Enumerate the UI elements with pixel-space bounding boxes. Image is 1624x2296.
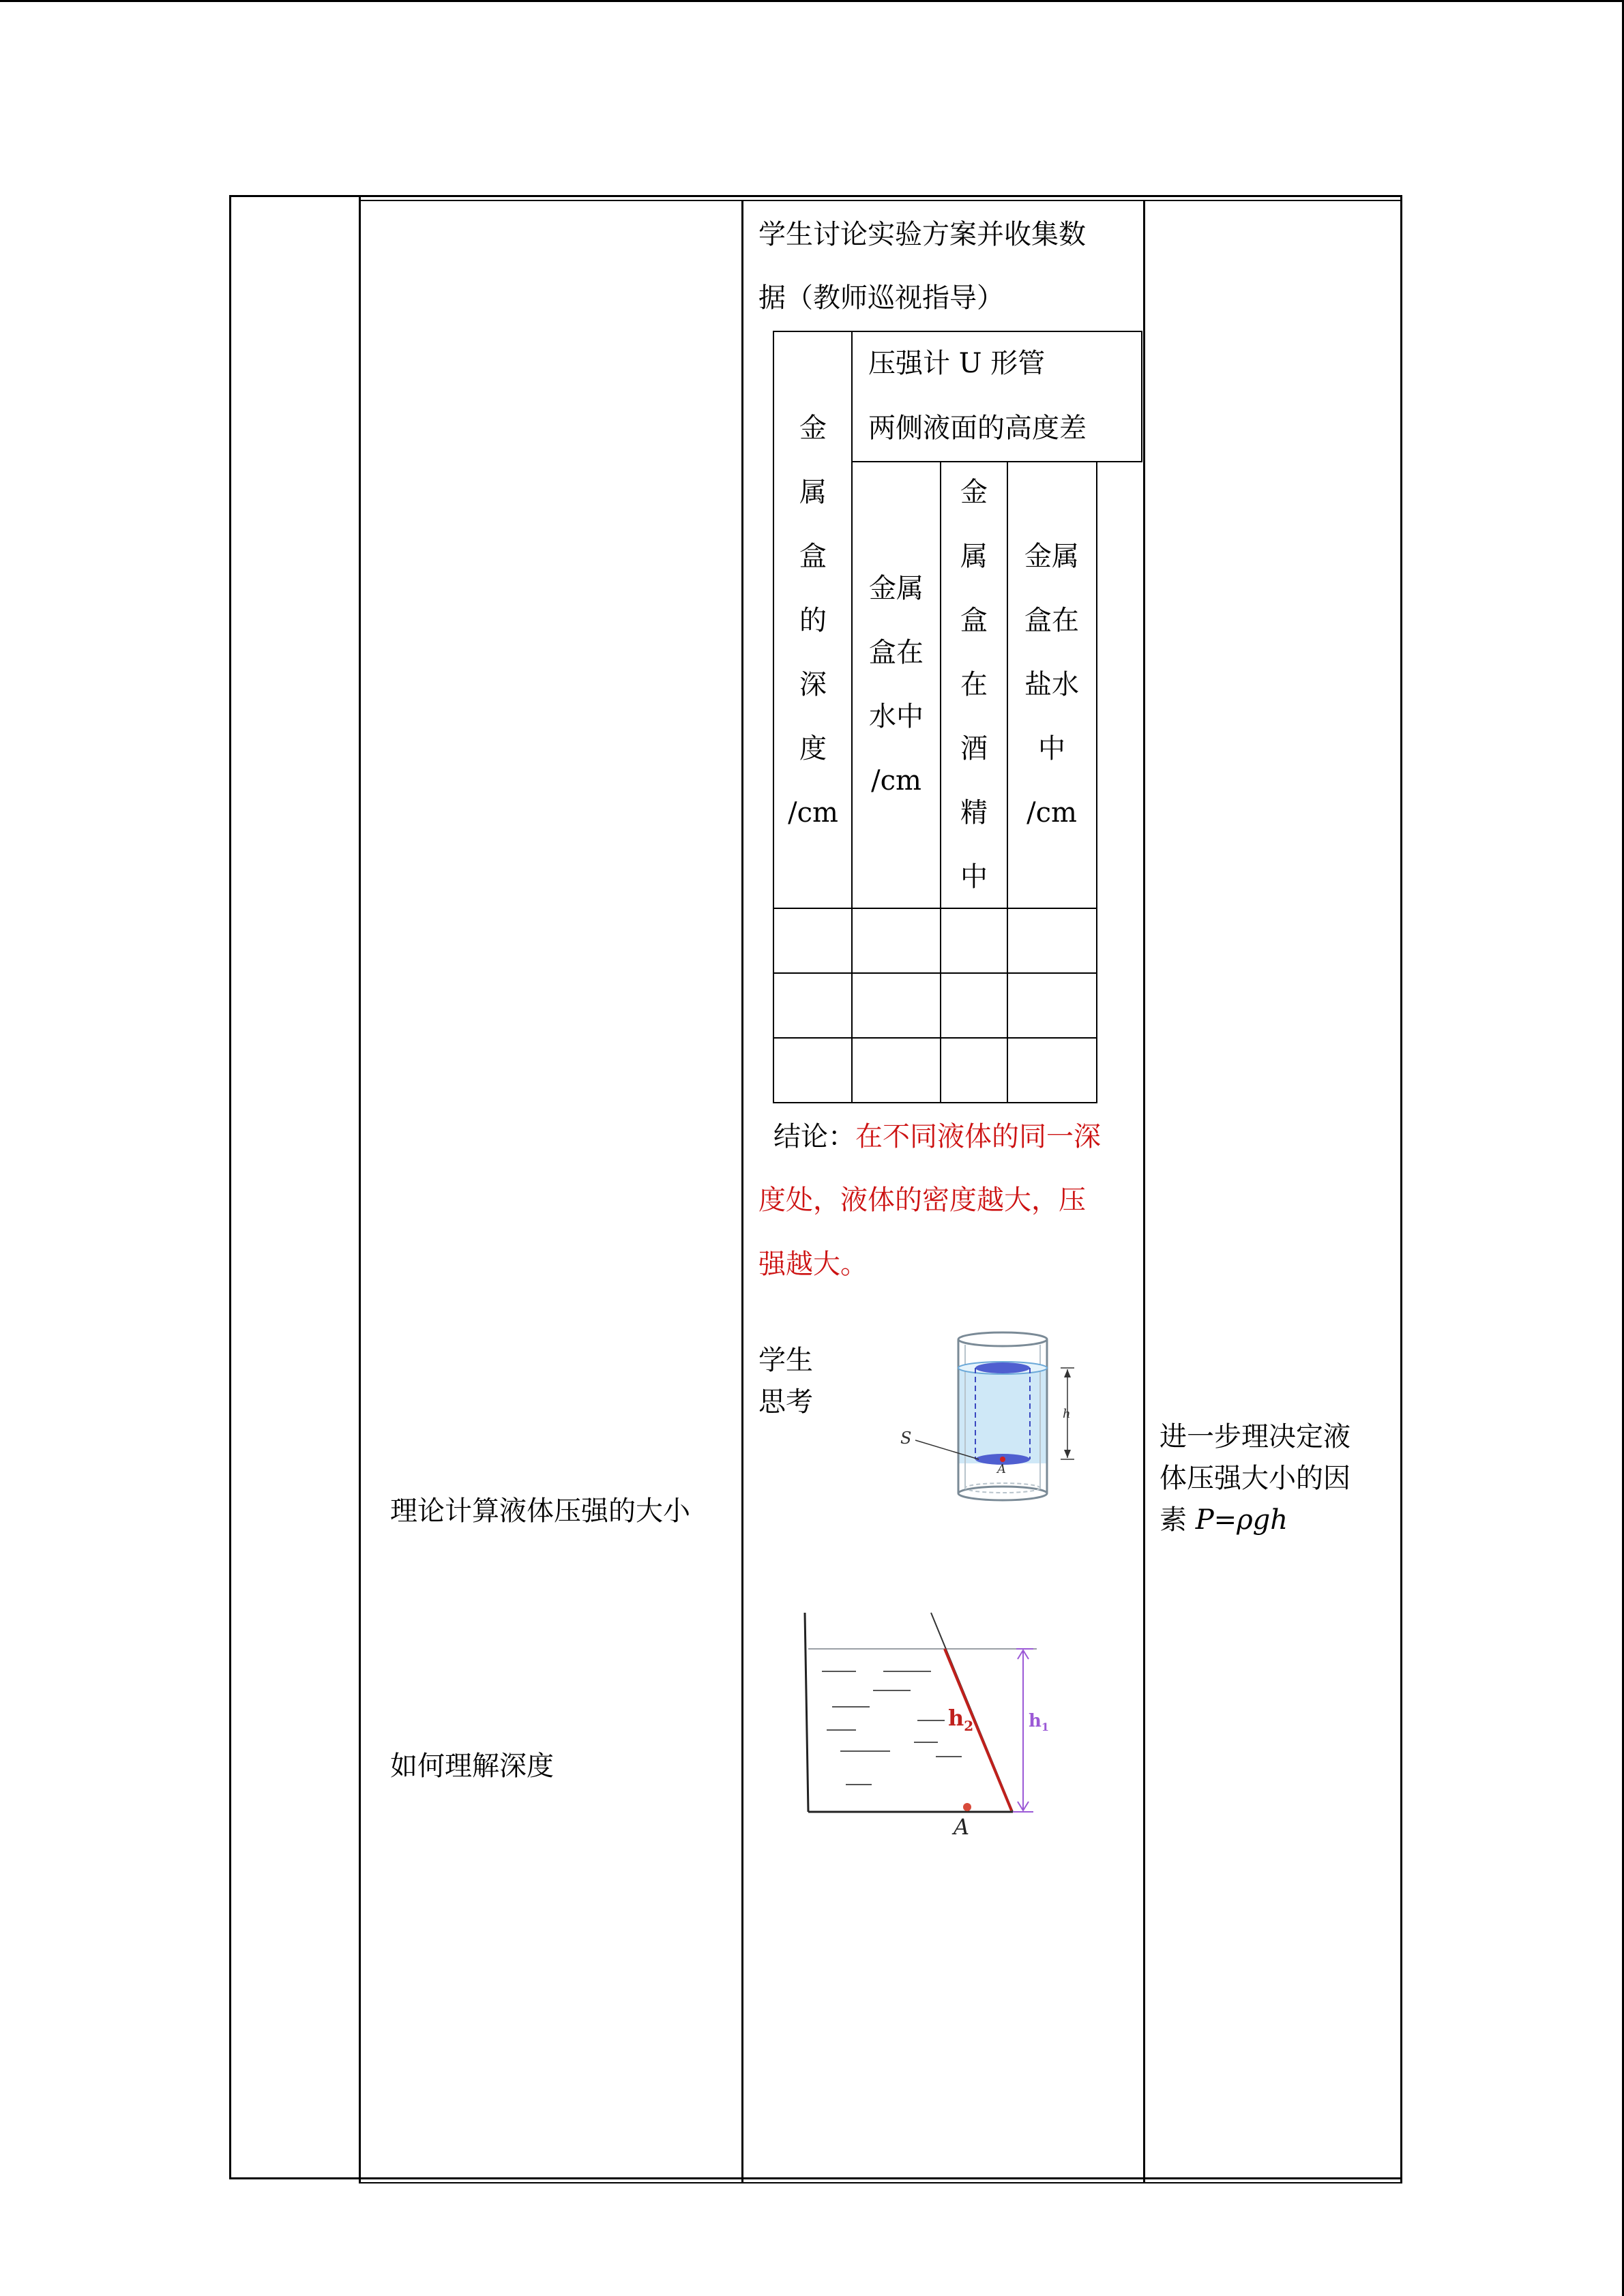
- dt-salt-line: 中: [1038, 733, 1065, 764]
- dt-alcohol-char: 在: [960, 669, 988, 700]
- dt-col-divider-1: [851, 331, 853, 1103]
- right-line-3-prefix: 素: [1160, 1504, 1196, 1536]
- left-item-theory: 理论计算液体压强的大小: [390, 1495, 690, 1527]
- label-h2-main: h: [948, 1705, 964, 1731]
- col-divider-2: [741, 200, 743, 2183]
- label-h1: [1029, 1711, 1049, 1733]
- dt-water-line: 盒在: [869, 637, 924, 668]
- point-a-dot: [963, 1803, 971, 1811]
- label-s: S: [900, 1429, 912, 1448]
- dt-col-header-water: [855, 575, 938, 831]
- right-line-3: [1160, 1506, 1288, 1534]
- dt-depth-char: /cm: [788, 797, 838, 829]
- cylinder-top-rim: [958, 1332, 1047, 1346]
- container-left-wall: [805, 1613, 808, 1812]
- dt-depth-char: 深: [799, 669, 827, 700]
- intro-line-2: 据（教师巡视指导）: [758, 282, 1004, 314]
- dt-depth-char: 属: [799, 477, 827, 508]
- table-bottom-border-inner: [359, 2182, 1402, 2183]
- col-divider-4: [1400, 195, 1402, 2183]
- dt-row-divider-1: [773, 972, 1097, 974]
- dt-col-divider-3: [1007, 461, 1008, 1103]
- dt-top-border: [773, 331, 1142, 332]
- col-divider-1: [359, 195, 361, 2183]
- conclusion-label: 结论：: [773, 1121, 855, 1152]
- h-arrow-head-top: [1064, 1369, 1071, 1377]
- conclusion-line-2: 度处，液体的密度越大，压: [758, 1184, 1086, 1216]
- dt-water-line: 金属: [869, 573, 924, 604]
- dt-salt-line: /cm: [1027, 797, 1077, 829]
- dt-group-header-bottom: [851, 461, 1142, 462]
- dt-bottom-border: [773, 1102, 1097, 1103]
- depth-figure: [791, 1606, 1064, 1851]
- cylinder-bottom-rim: [958, 1487, 1047, 1500]
- label-h1-subscript: 1: [1041, 1720, 1050, 1733]
- pressure-formula: P=ρgh: [1195, 1504, 1288, 1536]
- table-top-border-inner: [359, 200, 1402, 201]
- dt-water-line: 水中: [869, 701, 924, 732]
- conclusion-text-1: 在不同液体的同一深: [855, 1121, 1101, 1152]
- dt-alcohol-char: 酒: [960, 733, 988, 764]
- table-bottom-border: [229, 2177, 1402, 2179]
- point-a-dot: [1000, 1457, 1005, 1462]
- label-h2-subscript: 2: [964, 1718, 974, 1734]
- top-disc: [975, 1362, 1030, 1373]
- conclusion-line-1: [773, 1123, 1101, 1150]
- dt-alcohol-char: 金: [960, 477, 988, 508]
- dt-left-border: [773, 331, 774, 1103]
- dt-group-header-line-2: 两侧液面的高度差: [868, 413, 1087, 444]
- label-h: h: [1063, 1407, 1071, 1421]
- intro-line-1: 学生讨论实验方案并收集数: [758, 219, 1086, 250]
- label-a: A: [997, 1462, 1006, 1476]
- dt-alcohol-char: 精: [960, 797, 988, 829]
- dt-header-bottom: [773, 908, 1097, 909]
- dt-col-header-depth: [778, 415, 848, 863]
- dt-alcohol-char: 中: [960, 861, 988, 893]
- dt-row-divider-2: [773, 1037, 1097, 1039]
- dt-salt-line: 盒在: [1024, 605, 1079, 636]
- dt-col-header-alcohol: [943, 479, 1005, 927]
- label-a: A: [954, 1814, 970, 1840]
- dt-salt-line: 盐水: [1024, 669, 1079, 700]
- table-top-border: [229, 195, 1402, 197]
- page-border-top: [0, 0, 1624, 2]
- col-divider-3: [1143, 200, 1145, 2183]
- dt-depth-char: 的: [799, 605, 827, 636]
- think-label-line-2: 思考: [758, 1386, 813, 1418]
- h-arrow-head-bottom: [1064, 1450, 1071, 1458]
- dt-alcohol-char: 盒: [960, 605, 988, 636]
- think-label-line-1: 学生: [758, 1345, 813, 1376]
- dt-col-header-salt: [1009, 543, 1094, 863]
- dt-water-line: /cm: [871, 765, 921, 796]
- dt-group-header-line-1: 压强计 U 形管: [868, 348, 1046, 379]
- dt-header-right-border: [1141, 331, 1142, 462]
- dt-alcohol-char: 属: [960, 541, 988, 572]
- dt-salt-line: 金属: [1024, 541, 1079, 572]
- dt-depth-char: 度: [799, 733, 827, 764]
- dt-depth-char: 盒: [799, 541, 827, 572]
- dt-col-divider-2: [940, 461, 941, 1103]
- right-line-1: 进一步理决定液: [1160, 1421, 1350, 1452]
- liquid-fill: [958, 1368, 1047, 1463]
- right-line-2: 体压强大小的因: [1160, 1463, 1350, 1494]
- cylinder-figure: [887, 1330, 1112, 1507]
- col-divider-0: [229, 195, 231, 2179]
- left-item-depth: 如何理解深度: [390, 1750, 554, 1782]
- dt-depth-char: 金: [799, 413, 827, 444]
- dt-col-divider-4: [1096, 461, 1097, 1103]
- conclusion-line-3: 强越大。: [758, 1249, 868, 1280]
- label-h1-main: h: [1029, 1711, 1042, 1731]
